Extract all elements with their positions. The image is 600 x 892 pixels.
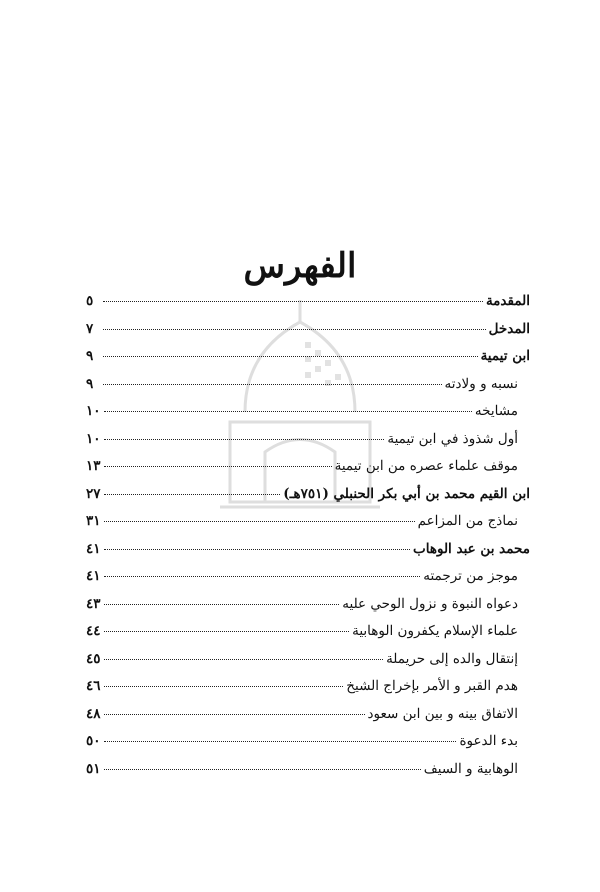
toc-entry-label: نماذج من المزاعم [417, 513, 518, 529]
toc-entry-label: محمد بن عبد الوهاب [413, 540, 530, 557]
dot-leader [104, 769, 421, 770]
toc-entry-page: ٤١ [86, 568, 101, 584]
toc-entry-page: ٧ [86, 320, 94, 337]
toc-entry-label: المدخل [488, 320, 530, 337]
dot-leader [103, 384, 442, 385]
dot-leader [103, 329, 486, 330]
toc-entry [86, 733, 530, 761]
toc-entry-label: ابن القيم محمد بن أبي بكر الحنبلي (٧٥١هـ) [283, 485, 530, 502]
page-title: الفهرس [243, 246, 357, 286]
toc-entry-page: ٩ [86, 348, 94, 364]
dot-leader [103, 356, 478, 357]
toc-entry-page: ١٠ [86, 403, 101, 419]
toc-entry-page: ٩ [86, 375, 94, 392]
dot-leader [104, 686, 344, 687]
toc-entry-page: ١٠ [86, 430, 101, 447]
toc-entry-page: ٣١ [86, 513, 101, 529]
toc-entry-label: بدء الدعوة [459, 733, 518, 749]
toc-entry-label: موقف علماء عصره من ابن تيمية [334, 458, 518, 474]
toc-entry-page: ٥ [86, 293, 94, 309]
toc-entry-label: الاتفاق بينه و بين ابن سعود [367, 705, 518, 722]
toc-entry-label: أول شذوذ في ابن تيمية [387, 430, 518, 447]
dot-leader [104, 411, 472, 412]
toc-entry-page: ٤٦ [86, 678, 101, 694]
toc-entry-label: الوهابية و السيف [423, 760, 518, 777]
table-of-contents [86, 293, 530, 788]
toc-entry [86, 403, 530, 431]
toc-entry-label: هدم القبر و الأمر بإخراج الشيخ [346, 678, 518, 694]
toc-entry [86, 376, 530, 404]
toc-entry-label: ابن تيمية [480, 348, 530, 364]
dot-leader [104, 494, 281, 495]
dot-leader [104, 576, 421, 577]
toc-entry-label: علماء الإسلام يكفرون الوهابية [352, 623, 518, 639]
dot-leader [104, 741, 457, 742]
toc-entry-page: ٤٣ [86, 595, 101, 612]
toc-entry [86, 706, 530, 734]
toc-entry [86, 486, 530, 514]
toc-entry-page: ٤٨ [86, 705, 101, 722]
toc-entry-label: نسبه و ولادته [444, 375, 518, 392]
dot-leader [104, 631, 350, 632]
dot-leader [104, 521, 415, 522]
toc-entry-page: ٥٠ [86, 733, 101, 749]
toc-entry [86, 348, 530, 376]
toc-entry [86, 678, 530, 706]
toc-entry [86, 321, 530, 349]
toc-entry [86, 623, 530, 651]
toc-entry [86, 458, 530, 486]
toc-entry-label: مشايخه [474, 403, 518, 419]
toc-entry [86, 651, 530, 679]
toc-entry [86, 761, 530, 789]
toc-entry-label: موجز من ترجمته [423, 568, 518, 584]
dot-leader [104, 439, 385, 440]
toc-entry-page: ٢٧ [86, 485, 101, 502]
dot-leader [104, 604, 340, 605]
dot-leader [103, 301, 483, 302]
toc-entry-page: ٥١ [86, 760, 101, 777]
toc-entry [86, 513, 530, 541]
toc-entry-page: ١٣ [86, 458, 101, 474]
toc-entry [86, 596, 530, 624]
toc-entry-label: دعواه النبوة و نزول الوحي عليه [342, 595, 518, 612]
toc-entry [86, 541, 530, 569]
toc-entry-page: ٤٥ [86, 650, 101, 667]
toc-entry-page: ٤٤ [86, 623, 101, 639]
toc-entry-label: إنتقال والده إلى حريملة [386, 650, 518, 667]
dot-leader [104, 466, 332, 467]
toc-entry-page: ٤١ [86, 540, 101, 557]
toc-entry-label: المقدمة [485, 293, 530, 309]
toc-entry [86, 293, 530, 321]
dot-leader [104, 714, 365, 715]
toc-entry [86, 568, 530, 596]
dot-leader [104, 549, 411, 550]
dot-leader [104, 659, 384, 660]
toc-entry [86, 431, 530, 459]
